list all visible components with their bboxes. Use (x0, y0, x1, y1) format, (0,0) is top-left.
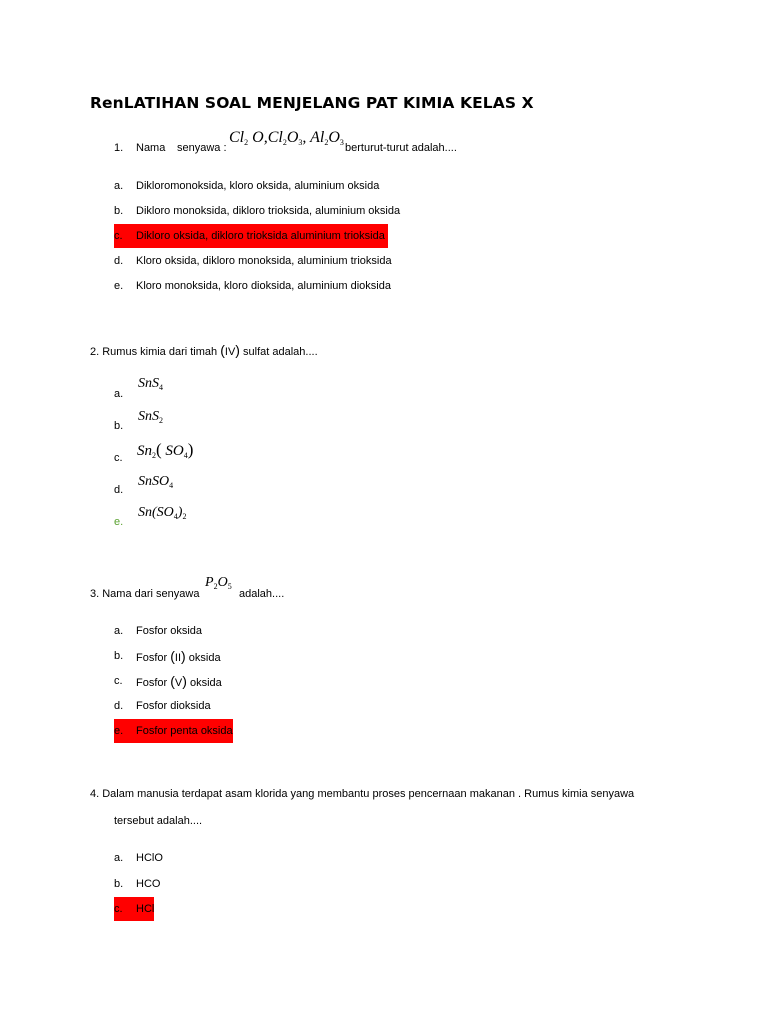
option-letter: e. (114, 280, 124, 292)
question-text-part: Nama (136, 142, 166, 154)
document-title: RenLATIHAN SOAL MENJELANG PAT KIMIA KELAS X (90, 94, 534, 112)
chemical-formula: SnS$_2$ (138, 409, 163, 425)
option-text: Kloro monoksida, kloro dioksida, aluminium dioksida (136, 280, 391, 292)
chemical-formula: $Sn(SO_4)_2$ (138, 505, 187, 521)
question-text-line: tersebut adalah.... (114, 815, 203, 827)
option-text: HCO (136, 878, 161, 890)
question-text-part: senyawa : (177, 142, 227, 154)
question-text-part: adalah.... (239, 588, 285, 600)
option-letter: e. (114, 725, 124, 737)
option-text: HCl (136, 903, 155, 915)
chemical-formula: SnS$_4$ (138, 376, 163, 392)
option-letter: a. (114, 180, 124, 192)
option-letter: a. (114, 388, 124, 400)
option-text: Dikloro monoksida, dikloro trioksida, aluminium oksida (136, 205, 401, 217)
option-text: Dikloro oksida, dikloro trioksida aluminium trioksida (136, 230, 385, 242)
question-text-part: 3. Nama dari senyawa (90, 588, 200, 600)
option-letter: c. (114, 903, 123, 915)
question-text-part: berturut-turut adalah.... (345, 142, 457, 154)
option-letter: a. (114, 852, 124, 864)
option-letter: d. (114, 255, 124, 267)
option-letter: b. (114, 205, 124, 217)
option-letter: b. (114, 878, 124, 890)
chemical-formula: SnSO$_4$ (138, 474, 174, 490)
option-letter: b. (114, 420, 124, 432)
chemical-formula: $Cl_2$ $O,Cl_2O_3$, $Al_2O_3$ (229, 129, 344, 147)
chemical-formula: $Sn_2$( $SO_4$) (137, 440, 194, 460)
option-letter: a. (114, 625, 124, 637)
option-letter: d. (114, 700, 124, 712)
option-letter: c. (114, 452, 123, 464)
option-letter: e. (114, 516, 124, 528)
option-text: Fosfor (II) oksida (136, 648, 221, 664)
option-text: Fosfor (V) oksida (136, 673, 222, 689)
option-text: Dikloromonoksida, kloro oksida, aluminium oksida (136, 180, 380, 192)
question-number: 1. (114, 142, 124, 154)
option-text: HClO (136, 852, 163, 864)
option-text: Fosfor oksida (136, 625, 203, 637)
chemical-formula: $P_2O_5$ (205, 575, 232, 591)
option-letter: b. (114, 650, 124, 662)
option-text: Fosfor penta oksida (136, 725, 233, 737)
option-letter: d. (114, 484, 124, 496)
option-text: Kloro oksida, dikloro monoksida, aluminium trioksida (136, 255, 392, 267)
question-text: 2. Rumus kimia dari timah (IV) sulfat adalah.... (90, 342, 318, 358)
option-text: Fosfor dioksida (136, 700, 211, 712)
question-text-line: 4. Dalam manusia terdapat asam klorida yang membantu proses pencernaan makanan . Rumus kimia senyawa (90, 788, 635, 800)
option-letter: c. (114, 675, 123, 687)
option-letter: c. (114, 230, 123, 242)
